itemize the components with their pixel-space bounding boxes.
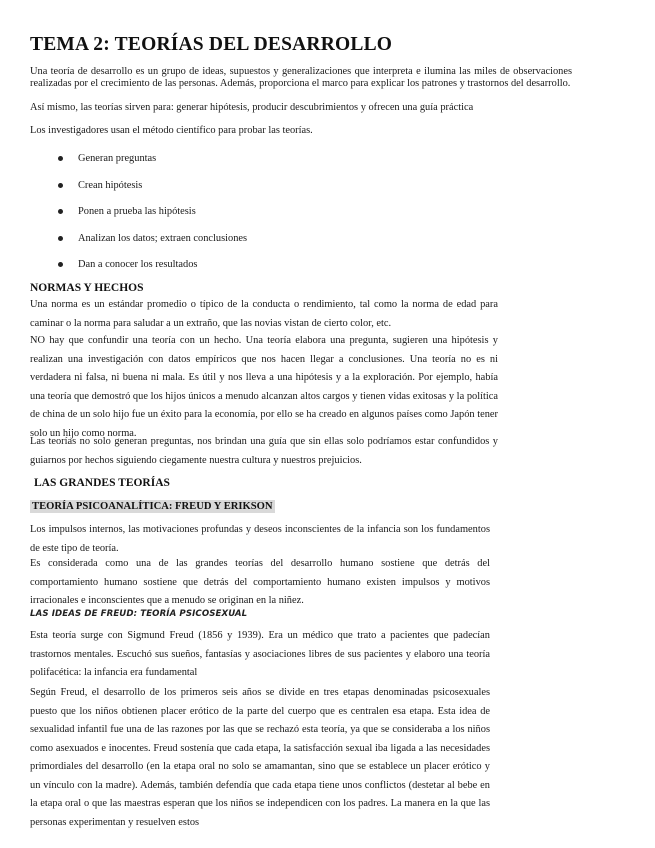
normas-paragraph-2: NO hay que confundir una teoría con un hecho. Una teoría elabora una pregunta, sugieren una hipótesis y realizan una investigación con datos empíricos que nos hacen llegar a conclusiones. Una teoría no es ni verdadera ni falsa, ni buena ni mala. Es útil y nos lleva a una hipótesis y a la exploración. Por ejemplo, había una teoría que demostró que los hijos únicos a menudo alcanzan altos cargos y tienen vidas exitosas y la política de china de un solo hijo fue un éxito para la economía, por ello se ha creado en algunos países como Japón tener solo un hijo como norma. (30, 335, 498, 439)
list-item-text: Generan preguntas (78, 153, 157, 164)
list-item-text: Ponen a prueba las hipótesis (78, 206, 196, 218)
list-item (58, 204, 247, 231)
method-steps-list (58, 151, 247, 284)
bullet-icon (58, 236, 63, 241)
freud-paragraph-2: Según Freud, el desarrollo de los primeros seis años se divide en tres etapas denominadas psicosexuales puesto que los niños obtienen placer erótico de la parte del cuerpo que es centralen esa etapa. Esta idea de sexualidad infantil fue una de las razones por las que se rechazó esta teoría, ya que se consideraba a los niños como asexuados e inocentes. Freud sostenía que cada etapa, la satisfacción sexual iba ligada a las necesidades primordiales del desarrollo (en la etapa oral no solo se amamantan, sino que se establece un placer erótico y un vínculo con la madre). Además, también defendía que cada etapa tiene unos conflictos (destetar al bebe en la etapa oral o que las maestras esperan que los niños se independicen con los padres. La manera en la que las personas experimentan y resuelven estos (30, 687, 490, 828)
intro-paragraph-1: Una teoría de desarrollo es un grupo de ideas, supuestos y generalizaciones que interpreta e ilumina las miles de observaciones realizadas por el crecimiento de las personas. Además, proporciona el marco para explicar los patrones y trastornos del desarrollo. (30, 66, 572, 89)
freud-paragraph-1: Esta teoría surge con Sigmund Freud (1856 y 1939). Era un médico que trato a pacientes que padecían trastornos mentales. Escuchó sus sueños, fantasías y asociaciones libres de sus pacientes y elaboro una teoría polifacética: la infancia era fundamental (30, 630, 490, 678)
sub-heading-psicoanalitica: TEORÍA PSICOANALÍTICA: FREUD Y ERIKSON (32, 501, 273, 512)
list-item-text: Dan a conocer los resultados (78, 259, 198, 271)
intro-paragraph-2: Así mismo, las teorías sirven para: generar hipótesis, producir descubrimientos y ofrecen una guía práctica (30, 102, 474, 113)
psicoanalitica-paragraph-1: Los impulsos internos, las motivaciones profundas y deseos inconscientes de la infancia son los fundamentos de este tipo de teoría. (30, 524, 490, 554)
normas-paragraph-1: Una norma es un estándar promedio o típico de la conducta o rendimiento, tal como la norma de edad para caminar o la norma para saludar a un extraño, que las novias vistan de cierto color, etc. (30, 299, 498, 329)
normas-paragraph-3: Las teorías no solo generan preguntas, nos brindan una guía que sin ellas solo podríamos estar confundidos y guiarnos por hechos siguiendo ciegamente nuestra cultura y nuestros prejuicios. (30, 436, 498, 466)
list-item-text: Analizan los datos; extraen conclusiones (78, 232, 248, 244)
list-item (58, 178, 247, 205)
section-heading-normas: NORMAS Y HECHOS (30, 282, 144, 294)
page-title: TEMA 2: TEORÍAS DEL DESARROLLO (30, 34, 393, 55)
list-item (58, 231, 247, 258)
psicoanalitica-paragraph-2: Es considerada como una de las grandes teorías del desarrollo humano sostiene que detrás del comportamiento humano sostiene que detrás del comportamiento humano existen impulsos y motivos irracionales e inconscientes que a menudo se originan en la niñez. (30, 558, 490, 606)
intro-paragraph-3: Los investigadores usan el método científico para probar las teorías. (30, 125, 313, 136)
ideas-freud-heading: LAS IDEAS DE FREUD: TEORÍA PSICOSEXUAL (30, 609, 248, 619)
list-item (58, 257, 247, 284)
bullet-icon (58, 262, 63, 267)
bullet-icon (58, 209, 63, 214)
list-item (58, 151, 247, 178)
bullet-icon (58, 156, 63, 161)
bullet-icon (58, 183, 63, 188)
list-item-text: Crean hipótesis (78, 179, 143, 191)
section-heading-grandes-teorias: LAS GRANDES TEORÍAS (34, 477, 170, 489)
